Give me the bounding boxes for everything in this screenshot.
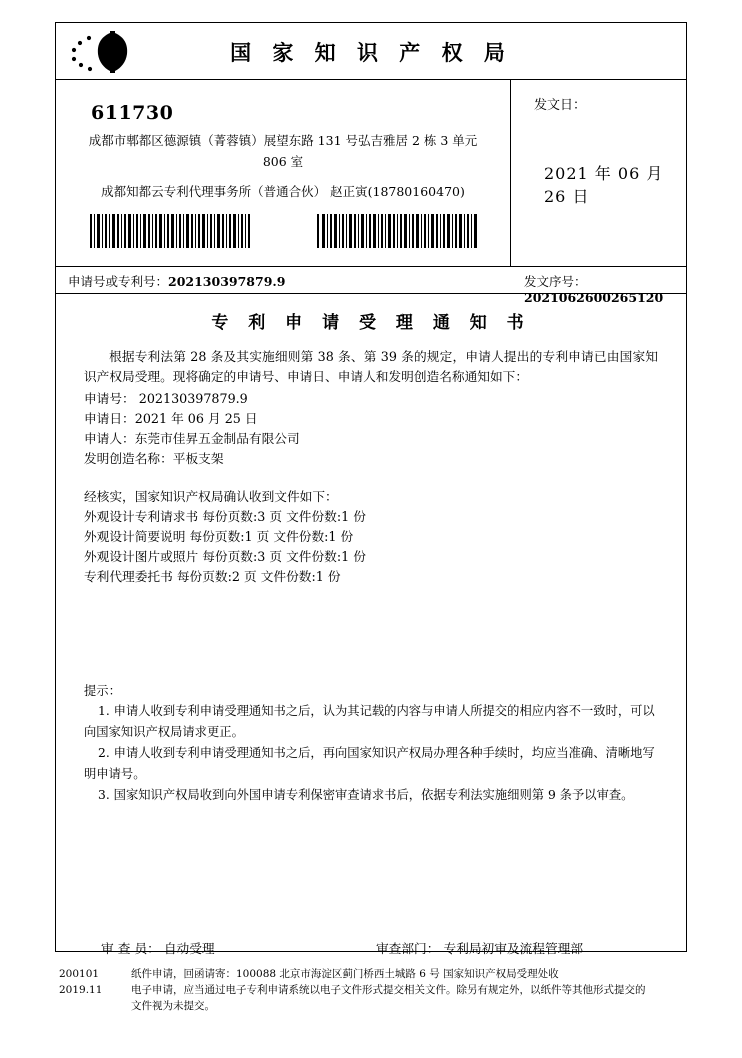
document-body	[56, 308, 686, 964]
footer-notes	[131, 966, 695, 1014]
registration-number: 611730	[91, 102, 174, 124]
spacer	[56, 587, 686, 681]
agent-line: 成都知都云专利代理事务所（普通合伙） 赵正寅(18780160470)	[101, 184, 465, 199]
address-block	[56, 80, 511, 266]
footer-codes	[59, 966, 131, 998]
application-number-row	[56, 267, 686, 305]
barcode-right	[317, 214, 477, 248]
list-item: 外观设计简要说明 每份页数:1 页 文件份数:1 份	[84, 529, 354, 544]
serial-number-label: 发文序号：	[524, 274, 587, 289]
application-number-value: 202130397879.9	[168, 274, 286, 289]
address-line-1: 成都市郫都区德源镇（菁蓉镇）展望东路 131 号弘吉雅居 2 栋 3 单元	[88, 133, 478, 148]
examiner-value: 自动受理	[163, 941, 215, 956]
received-confirm-line: 经核实，国家知识产权局确认收到文件如下：	[84, 489, 338, 504]
document-footer	[55, 966, 695, 1014]
barcode-area	[56, 214, 511, 248]
issue-date-label: 发文日：	[534, 98, 587, 113]
application-number-field	[68, 272, 285, 290]
serial-number-field	[524, 272, 686, 305]
examiner-label: 审 查 员：	[101, 941, 160, 956]
footer-line-2: 电子申请，应当通过电子专利申请系统以电子文件形式提交相关文件。除另有规定外，以纸件等其他形式提交的	[131, 984, 646, 996]
list-item: 申请人：东莞市佳昇五金制品有限公司	[84, 431, 300, 446]
intro-paragraph: 根据专利法第 28 条及其实施细则第 38 条、第 39 条的规定，申请人提出的专利申请已由国家知识产权局受理。现将确定的申请号、申请日、申请人和发明创造名称通知如下：	[84, 349, 658, 384]
list-item: 外观设计图片或照片 每份页数:3 页 文件份数:1 份	[84, 549, 366, 564]
list-item: 外观设计专利请求书 每份页数:3 页 文件份数:1 份	[84, 509, 366, 524]
department-field	[376, 938, 583, 957]
address-issue-row	[56, 80, 686, 267]
notes-title: 提示：	[84, 684, 121, 698]
examiner-field	[101, 938, 215, 957]
department-label: 审查部门：	[376, 941, 440, 956]
address-line-2: 806 室	[262, 154, 304, 169]
list-item: 申请日：2021 年 06 月 25 日	[84, 411, 258, 426]
notice-frame	[55, 22, 687, 956]
list-item: 专利代理委托书 每份页数:2 页 文件份数:1 份	[84, 569, 341, 584]
recipient-address	[76, 131, 490, 202]
signature-row	[56, 938, 686, 964]
note-item: 2. 申请人收到专利申请受理通知书之后，再向国家知识产权局办理各种手续时，均应当准确、清晰地写明申请号。	[84, 746, 655, 781]
list-item: 申请号： 202130397879.9	[84, 391, 248, 406]
footer-version: 2019.11	[59, 984, 103, 996]
barcode-left	[90, 214, 250, 248]
received-documents-list	[84, 487, 658, 587]
footer-line-1: 纸件申请，回函请寄：100088 北京市海淀区蓟门桥西土城路 6 号 国家知识产权局受理处收	[131, 968, 559, 980]
serial-number-value: 2021062600265120	[524, 290, 664, 305]
document-title: 专 利 申 请 受 理 通 知 书	[211, 313, 531, 333]
issue-date-value: 2021 年 06 月 26 日	[544, 164, 664, 206]
issue-date-block	[512, 80, 686, 266]
document-header	[56, 23, 686, 80]
department-value: 专利局初审及流程管理部	[443, 941, 584, 956]
footer-line-3: 文件视为未提交。	[131, 1000, 215, 1012]
spacer	[56, 469, 686, 485]
note-item: 1. 申请人收到专利申请受理通知书之后，认为其记载的内容与申请人所提交的相应内容不一致时，可以向国家知识产权局请求更正。	[84, 704, 655, 739]
footer-form-code: 200101	[59, 968, 100, 980]
list-item: 发明创造名称：平板支架	[84, 451, 224, 466]
application-number-label: 申请号或专利号：	[68, 274, 169, 289]
note-item: 3. 国家知识产权局收到向外国申请专利保密审查请求书后，依据专利法实施细则第 9 条予以审查。	[98, 788, 634, 802]
page-title: 国 家 知 识 产 权 局	[230, 40, 512, 65]
application-info-list	[84, 389, 658, 469]
